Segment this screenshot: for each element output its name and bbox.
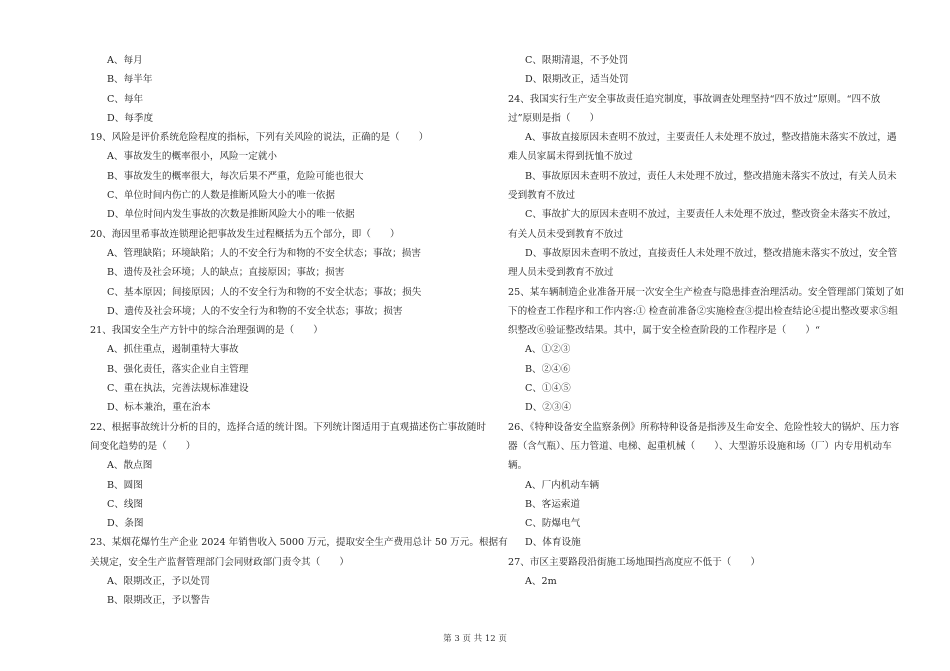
page-footer: 第 3 页 共 12 页 <box>443 634 507 644</box>
answer-option: B、客运索道 <box>525 498 581 510</box>
answer-option: D、事故原因未查明不放过，直接责任人未处理不放过，整改措施未落实不放过，安全管 <box>525 247 898 259</box>
text-continuation: 间变化趋势的是（ ） <box>90 440 196 452</box>
question-stem: 24、我国实行生产安全事故责任追究制度，事故调查处理坚持“四不放过”原则。“四不放 <box>508 93 881 105</box>
text-continuation: 受到教育不放过 <box>508 190 576 202</box>
answer-option: A、事故发生的概率很小，风险一定就小 <box>107 151 278 163</box>
text-continuation: 有关人员未受到教育不放过 <box>508 228 624 240</box>
question-stem: 25、某车辆制造企业准备开展一次安全生产检查与隐患排查治理活动。安全管理部门策划了如 <box>508 286 904 298</box>
text-continuation: 理人员未受到教育不放过 <box>508 267 614 279</box>
text-continuation: 关规定，安全生产监督管理部门会同财政部门责令其（ ） <box>90 556 350 568</box>
answer-option: B、强化责任，落实企业自主管理 <box>107 363 249 375</box>
answer-option: A、事故直接原因未查明不放过，主要责任人未处理不放过，整改措施未落实不放过，遇 <box>525 132 897 144</box>
question-stem: 20、海因里希事故连锁理论把事故发生过程概括为五个部分，即（ ） <box>90 228 400 240</box>
answer-option: A、2m <box>525 576 557 588</box>
answer-option: D、每季度 <box>107 112 154 124</box>
answer-option: B、②④⑥ <box>525 363 571 375</box>
answer-option: B、每半年 <box>107 74 153 86</box>
answer-option: D、标本兼治，重在治本 <box>107 402 211 414</box>
answer-option: C、每年 <box>107 93 144 105</box>
answer-option: C、事故扩大的原因未查明不放过，主要责任人未处理不放过，整改资金未落实不放过， <box>525 209 897 221</box>
text-continuation: 器（含气瓶）、压力管道、电梯、起重机械（ ）、大型游乐设施和场（厂）内专用机动车 <box>508 440 892 452</box>
answer-option: C、基本原因；间接原因；人的不安全行为和物的不安全状态；事故；损失 <box>107 286 422 298</box>
answer-option: A、每月 <box>107 55 143 66</box>
question-stem: 19、风险是评价系统危险程度的指标，下列有关风险的说法，正确的是（ ） <box>90 132 429 144</box>
question-stem: 21、我国安全生产方针中的综合治理强调的是（ ） <box>90 325 323 337</box>
answer-option: A、限期改正，予以处罚 <box>107 576 210 588</box>
answer-option: A、散点图 <box>107 460 153 472</box>
answer-option: A、抓住重点，遏制重特大事故 <box>107 344 239 356</box>
answer-option: D、遗传及社会环境；人的不安全行为和物的不安全状态；事故；损害 <box>107 305 403 317</box>
answer-option: C、单位时间内伤亡的人数是推断风险大小的唯一依据 <box>107 190 335 202</box>
answer-option: A、①②③ <box>525 344 571 356</box>
question-stem: 26、《特种设备安全监察条例》所称特种设备是指涉及生命安全、危险性较大的锅炉、压力容 <box>508 421 900 433</box>
text-continuation: 难人员家属未得到抚恤不放过 <box>508 151 633 163</box>
question-stem: 22、根据事故统计分析的目的，选择合适的统计图。下列统计图适用于直观描述伤亡事故随时 <box>90 421 486 433</box>
question-stem: 27、市区主要路段沿街施工场地围挡高度应不低于（ ） <box>508 556 761 568</box>
answer-option: A、管理缺陷；环境缺陷；人的不安全行为和物的不安全状态；事故；损害 <box>107 247 421 259</box>
answer-option: C、重在执法，完善法规标准建设 <box>107 383 249 395</box>
answer-option: D、限期改正，适当处罚 <box>525 74 629 86</box>
answer-option: D、条图 <box>107 518 144 530</box>
answer-option: B、遗传及社会环境；人的缺点；直接原因；事故；损害 <box>107 267 345 279</box>
answer-option: B、事故原因未查明不放过，责任人未处理不放过，整改措施未落实不放过，有关人员未 <box>525 170 897 182</box>
answer-option: B、限期改正，予以警告 <box>107 595 210 607</box>
answer-option: C、防爆电气 <box>525 518 581 530</box>
answer-option: B、事故发生的概率很大，每次后果不严重，危险可能也很大 <box>107 170 364 182</box>
answer-option: C、线图 <box>107 498 144 510</box>
text-continuation: 过”原则是指（ ） <box>508 112 600 124</box>
answer-option: D、单位时间内发生事故的次数是推断风险大小的唯一依据 <box>107 209 355 221</box>
text-continuation: 下的检查工作程序和工作内容:① 检查前准备②实施检查③提出检查结论④提出整改要求⑤组 <box>508 305 899 317</box>
text-continuation: 辆。 <box>508 460 528 472</box>
answer-option: D、②③④ <box>525 402 572 414</box>
answer-option: D、体育设施 <box>525 537 581 549</box>
answer-option: A、厂内机动车辆 <box>525 479 600 491</box>
question-stem: 23、某烟花爆竹生产企业 2024 年销售收入 5000 万元，提取安全生产费用总计 50 万元。根据有 <box>90 537 508 549</box>
answer-option: B、圆图 <box>107 479 143 491</box>
answer-option: C、①④⑤ <box>525 383 571 395</box>
text-continuation: 织整改⑥验证整改结果。其中，属于安全检查阶段的工作程序是（ ）“ <box>508 325 820 337</box>
answer-option: C、限期清退，不予处罚 <box>525 55 629 66</box>
right-column <box>508 51 913 591</box>
left-column <box>90 51 508 611</box>
